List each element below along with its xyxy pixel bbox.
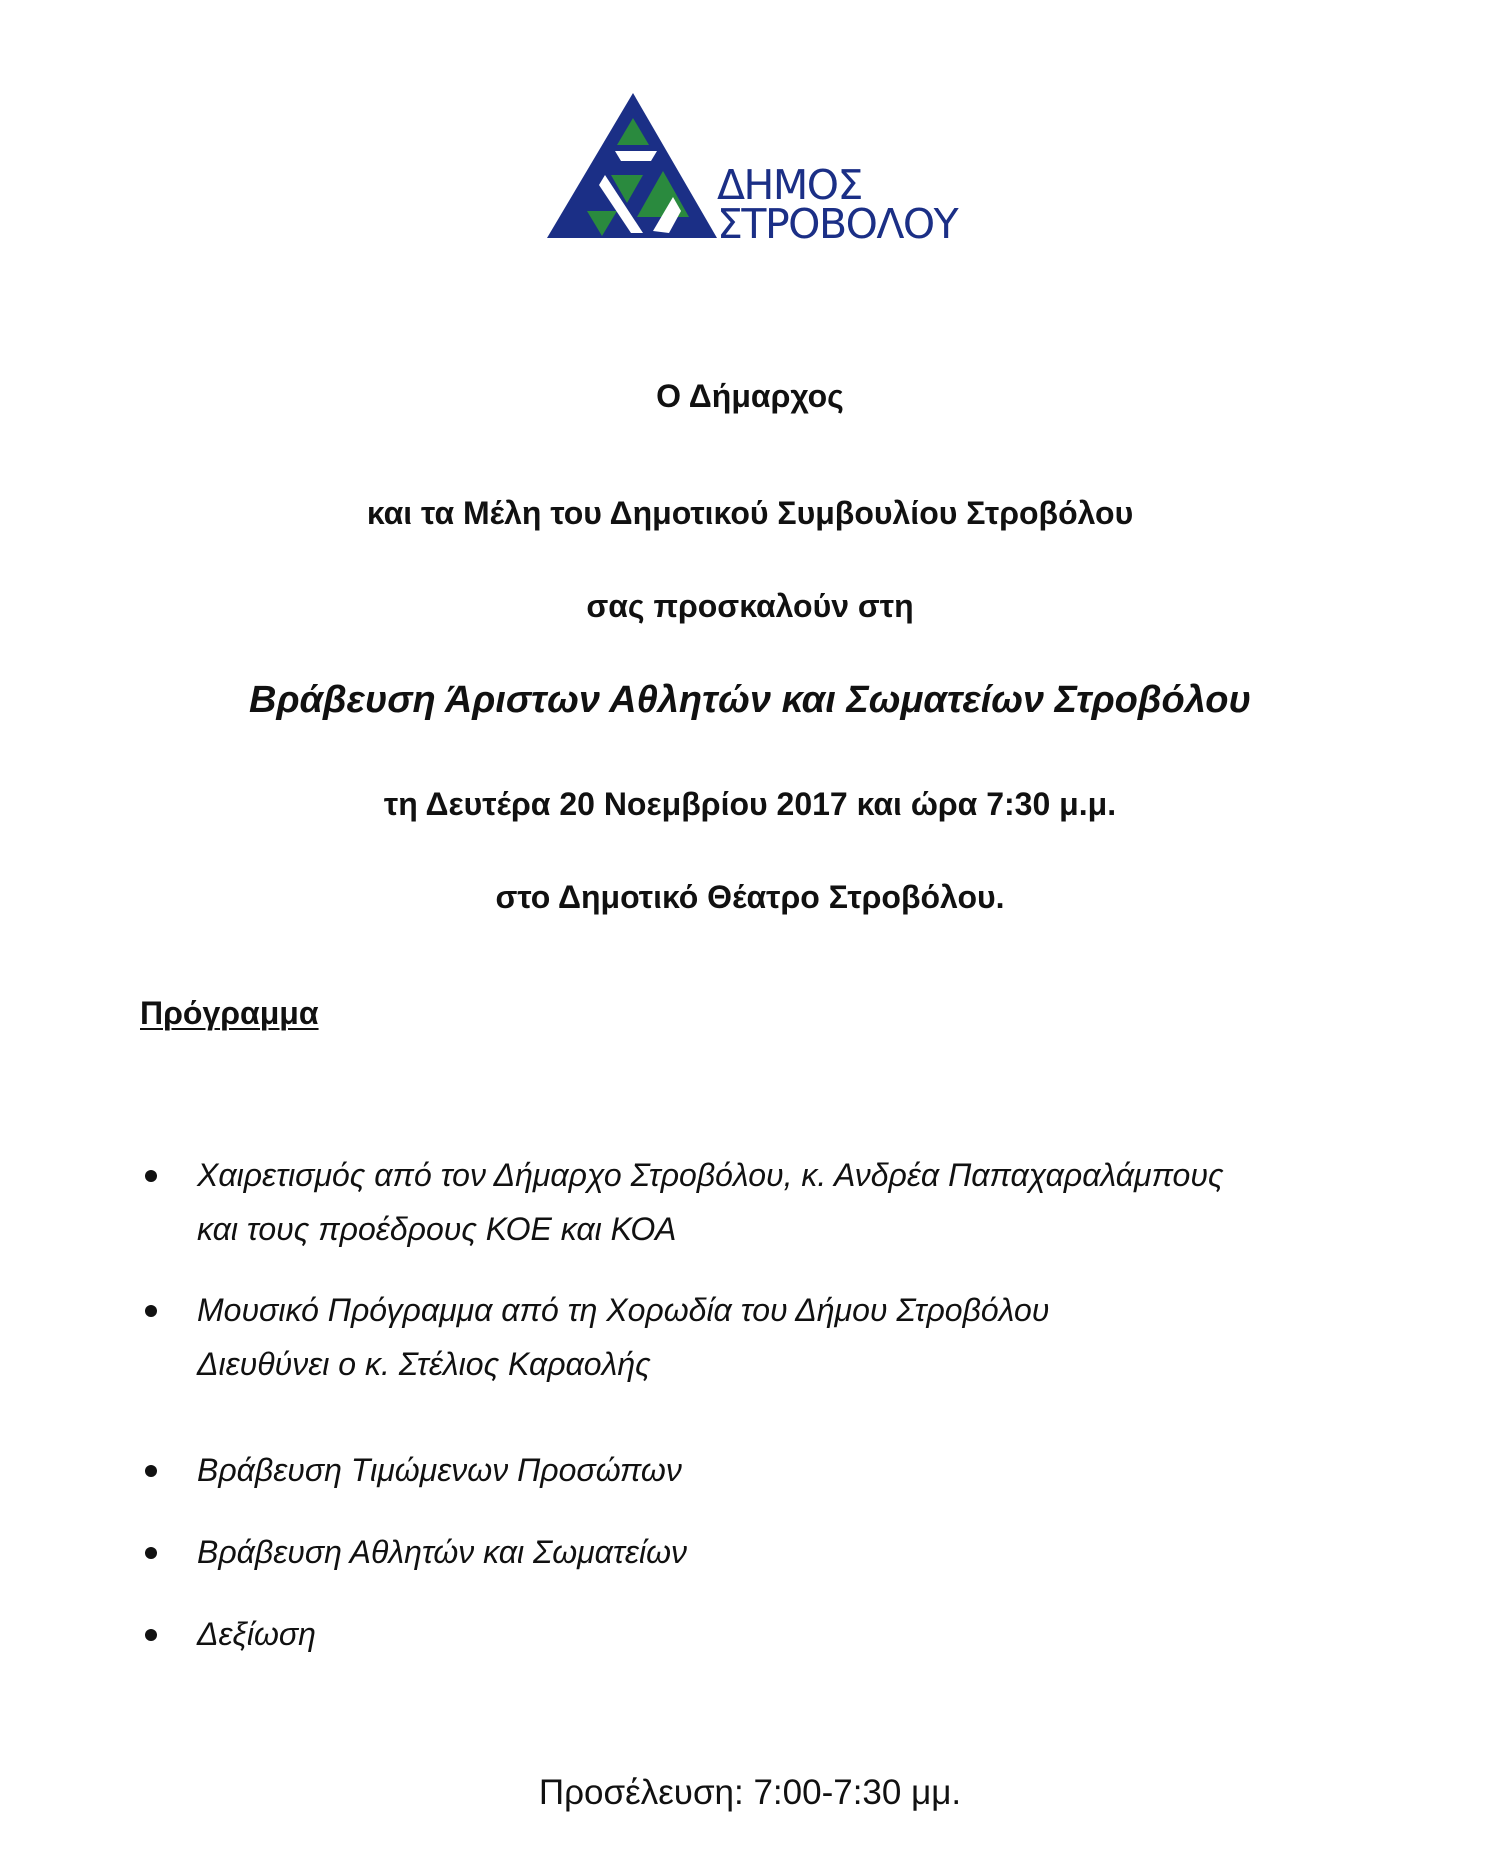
program-item-line: Διευθύνει ο κ. Στέλιος Καραολής [197, 1346, 651, 1382]
event-title: Βράβευση Άριστων Αθλητών και Σωματείων Στροβόλου [249, 679, 1251, 721]
arrival-time: Προσέλευση: 7:00-7:30 μμ. [538, 1773, 962, 1812]
program-item-line: και τους προέδρους ΚΟΕ και ΚΟΑ [197, 1211, 677, 1247]
program-item [197, 1283, 1049, 1391]
invitation-line-mayor: Ο Δήμαρχος [656, 378, 844, 414]
program-item [197, 1607, 316, 1661]
bullet-icon [145, 1547, 157, 1559]
triangle-logo-icon [547, 93, 717, 243]
invitation-line-invite: σας προσκαλούν στη [586, 588, 914, 624]
program-item-line: Δεξίωση [197, 1616, 316, 1652]
program-item-line: Χαιρετισμός από τον Δήμαρχο Στροβόλου, κ. Ανδρέα Παπαχαραλάμπους [197, 1157, 1224, 1193]
program-item-line: Βράβευση Αθλητών και Σωματείων [197, 1534, 687, 1570]
program-title: Πρόγραμμα [140, 995, 319, 1031]
event-date-time: τη Δευτέρα 20 Νοεμβρίου 2017 και ώρα 7:30 μ.μ. [383, 786, 1117, 822]
invitation-line-council: και τα Μέλη του Δημοτικού Συμβουλίου Στροβόλου [366, 495, 1134, 531]
program-item [197, 1148, 1224, 1256]
logo-text-line-2: ΣΤΡΟΒΟΛΟΥ [717, 200, 958, 248]
bullet-icon [145, 1465, 157, 1477]
program-item [197, 1443, 682, 1497]
bullet-icon [145, 1629, 157, 1641]
bullet-icon [145, 1170, 157, 1182]
program-item [197, 1525, 687, 1579]
municipality-logo [547, 93, 958, 248]
program-item-line: Βράβευση Τιμώμενων Προσώπων [197, 1452, 682, 1488]
logo-text-line-1: ΔΗΜΟΣ [717, 161, 862, 209]
bullet-icon [145, 1305, 157, 1317]
program-item-line: Μουσικό Πρόγραμμα από τη Χορωδία του Δήμου Στροβόλου [197, 1292, 1050, 1328]
event-venue: στο Δημοτικό Θέατρο Στροβόλου. [495, 879, 1005, 915]
